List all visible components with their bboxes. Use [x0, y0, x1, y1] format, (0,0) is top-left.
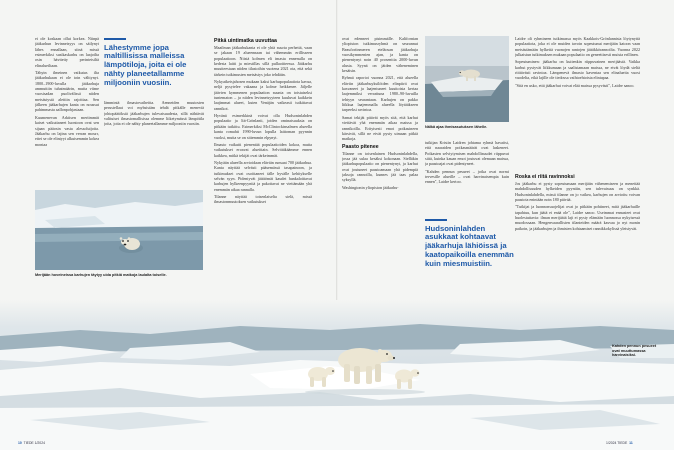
pull-quote-text: Lähestymme jopa maltillisissa malleissa lämpötiloja, joita ei ole nähty planeetallamme miljooniin vuosiin. [104, 42, 187, 88]
paragraph: "Kahden pennun pesueet – jotka ovat normi tervesille alueille – ovat harvinaisempia kuin ennen", Laidre kertoo. [425, 168, 509, 185]
paragraph: "Tutkijat ja luonnonsuojelijat ovat jo pitkään pohtineet, mitä jääkarhuille tapahtuu, kun jäätä ei enää ole", Laidre sanoo. Useimmat ennusteet ovat huolestuttavia: ilman merijäätä laji ei pysty elämään luonnossa nykyisessä muodossaan. Hengenvaarallisten tilanteiden määrä kasvaa jo nyt monin paikoin, ja jääkarhujen ja ihmisten kohtaamiset rannikkokylissä yleistyvät. [515, 204, 640, 231]
photo-bear-on-floe [425, 36, 509, 122]
footer-left [18, 441, 45, 445]
paragraph: Maailman jääkarhukanta ei ole yhtä suurta perhettä, vaan se jakaan 19 alueennaan tai vähemmän erillisseen populaatioon. Niistä kolmen eli imasta ennenulla on kedesta laitti ja miestillas sillä pullaoitteessa. Jääkarhu muutteestaan niiden tilastoihin vuotena 2021 ota, että sekä tärkein tutkimusten metsästys joko tehdään. [214, 45, 312, 77]
paragraph: Tähyin ilmeinen vaikutus ilta jääkarhukaan ei ole toin välttynyt. 1800–1900-luvulla jääkarhuja ammuttiin tuhatmäärin, mutta viime vuosisadan puolivälissä niiden metsästystä alettiin rajoittaa. Sen jälkeen jääkarhujen kanta on noussut pahimmasta aallonpohjastaan. [35, 70, 99, 113]
paragraph: Ilmasto vaikutti pienentää populaatioiden kokoa, mutta vaikutukset eroavat alueittain. Selvittäkäämme ennen kaikkea, mitkä tekijät ovat tärkeimmät. [214, 141, 312, 158]
paragraph: Hyvänä esimerkkinä voivat olla Hudsoninlahden populaatio ja Itä-Grönlanti, joiden ominaisuuksia on pitkään tutkittu. Esimerkiksi McClintockinsalmen alueella kanta romahti 1990-luvun lopulla laittoman pyynnin vuoksi, mutta se on sittemmin elpynyt. [214, 113, 312, 140]
pull-quote-rule [104, 38, 126, 40]
paragraph: "Sitä en usko, että jääkarhut voivat elää maissa pysyvästi", Laidre sanoo. [515, 82, 635, 88]
caption-bear-swimming: Merijään hoveineissa karhujen täytyy uida pitkiä matkoja laulalta toiselle. [35, 273, 167, 277]
text-column-6 [515, 36, 640, 170]
pull-quote-rule [425, 219, 447, 221]
pull-quote-text: Hudsoninlahden asukkaat kohtaavat jääkarhuja lähiöissä ja kaatopaikoilla enemmän kuin miesmuistiin. [425, 223, 514, 269]
paragraph: Kuumenevan Arktisen meriimmät kaiset vaikuttaneet luontoon ovat sen sijaan pääosin vasta alessoluijoita. Jääkarhu on lajina sen verran mourr, ettei se ole elintyyt alkuisemmin kokea montaa [35, 114, 99, 147]
text-column-2 [104, 100, 204, 186]
paragraph: Nykyaikeisjahosen mukaan kaksi karhupopulaatiota kavua, neljä pysytelee vakaana ja kolme heikkenee. Jäljelle jäävien kymmenen populaation suunta on toistaiseksi tuntematon – ja niiden levinneisyyteen kuuluvat kaikkein laajimmat alueet, kuten Venäjän vaikeasti tutkittavat rannikot. [214, 79, 312, 111]
page-number-right: 11 [629, 441, 633, 445]
text-column-5 [425, 140, 509, 218]
paragraph: tutkijan Kristin Laidren johtama ryhmä havaitsi, että naaraiden poikasmäärät ovat laskeneet. Poikasten selviytymisen mahdollisuudet riippuvat siitä, kuinka kauan emot joutuvat olemaan maissa, ja paastoajat ovat pidentyneet. [425, 140, 509, 167]
paragraph: Samat tekijät pitävät myös sitä, että karhut viettävät yhä enemmän aikaa maissa ja rannikoilla. Erityisesti emot poikasineen kärsivät, sillä ne eivät pysty uimaan pitkiä matkoja. [342, 114, 418, 142]
paragraph: Ryhmä raportoi vuonna 2021, että alueella eläviin jääkarhuyksilöiden elinpiirit ovat kasvaneet ja laajentuneet kuuttoista kertaa laajemmiksi verrattuna 1980–90-luvuilla tehtyyn seurantaan. Karhujen on pakko liikkua laajemmalla alueella löytääkseen tarpeeksi ravintoa. [342, 75, 418, 113]
pull-quote-right [425, 219, 516, 269]
bear-swimming-illustration [35, 190, 203, 270]
magazine-issue-left: TIEDE 1/2024 [23, 441, 45, 445]
bear-on-floe-illustration [425, 36, 509, 122]
pull-quote-left [104, 38, 204, 88]
photo-bear-family [0, 300, 674, 450]
caption-bear-family: Kahden pennun pesueet ovat muuttumassa harvinaisiksi. [612, 344, 657, 358]
paragraph: lämmintä ilmastovaiheitta. Aenneiden muutosten perustellaat voi mybsistäm tehdä pitkälle meneviä johtopäätöksiä jääkarhujen tulevaisuudesta, sillä nähtävät valituiset ilmastomallisissa olemme liiketymässä lämpötila joita, joita ei ole nähty planeetallamme miljooniin vuosiin. [104, 100, 204, 127]
paragraph: ei ole koskaan ollut korkea. Niinpä jääkarhun levinneisyys on säilynyt lähes ennallaan, siinä missä esimerkiksi susikaskarhu on laajoilta osin hävitetty perinteisiltä elinalueiltaan. [35, 36, 99, 68]
caption-bear-on-floe: Nälkä ajaa ihmisasutuksen lähelle. [425, 125, 488, 129]
paragraph: Jos jääkarhu ei pysty sopeutumaan merijään vähenemiseen ja menettää mahdollisuuden hylkeiden pyyntiin, sen tulevaisuus on synkkä. Hudsoninlahdella, missä tilanne on jo vaikea, karhujen on arvioitu voivan paastota enintään noin 180 päivää. [515, 181, 640, 203]
paragraph: Laidre oli ryhmineen tutkimassa myös Kaakkois-Grönlannista löytynyttä populaatiota, joka ei ole muiden tavoin sopeutunut merijään katoon vaan metsästämään hylkeitä vuonojen rantojen jäätikkörannoilta. Vuonna 2022 julkaistun tutkimuksen mukaan populaatio on geneettisesti muista erillinen. [515, 36, 640, 58]
bear-family-illustration [0, 300, 674, 450]
photo-bear-swimming [35, 190, 203, 270]
magazine-issue-right: 1/2024 TIEDE [606, 441, 628, 445]
paragraph: Washingtonin yliopiston jääkarhu- [342, 184, 399, 190]
paragraph: Tilanne näyttää toisenlaiselta sielä, missä ilmastonmuutoksen vaikutukset [214, 193, 312, 205]
subheading: Paasto pitenee [342, 143, 379, 150]
footer-right [606, 441, 633, 445]
paragraph: Sopeutuminen: jääkarhu on kuitenkin riippuvainen merijäästä. Vaikka karhut pystyvät liikkumaan ja saalistamaan maissa, ne eivät löydä sieltä riittävästi ravintoa. Lämpenevä ilmasto kaventaa sen elinalueita vuosi vuodelta, eikä lajille ole tiedossa vaihtoehtoista elintapaa. [515, 59, 640, 81]
page-number-left: 10 [18, 441, 22, 445]
subheading: Roska ei riitä ravinnoksi [515, 174, 575, 180]
paragraph: ovat edenneet pisimmälle. Kalifornian yliopiston tutkimusryhmä on seurannut Beaufortinmeren eteläosan jääkarhuja vuosikymmenien ajan, ja kanta on pienentynyt noin 40 prosenttia 2000-luvun alusta. Syynä on jäiden väheneminen kesäisin. [342, 36, 418, 74]
paragraph: Nykyään alueella arvioidaan eläviän runsaat 700 jääkarhua. Kanta näyttää selvästi pääsemässä tasapainoon, ja tutkimukset ovat osoittaneet tälle hyvälle kehitykselle selvän syyn. Pidentyvät jäättömät kaudet hankaloittavat karhujen hylkeenpyyntiä ja pakottavat ne viettämään yhä enemmän aikaa rannalla. [214, 159, 312, 192]
paragraph: Tilanne on toisenlainen Hudsoninlahdella, jossa jää sulaa kesäksi kokonaan. Sielläkin jääkarhupopulaatio on pienentynyt, ja karhut ovat joutuneet paastoamaan yhä pidempiä jaksoja rannoilla, kunnes jää taas palaa syksyllä. [342, 150, 418, 183]
text-column-1 [35, 36, 99, 186]
text-column-3 [214, 36, 312, 296]
text-column-7 [515, 172, 640, 300]
text-column-4 [342, 36, 418, 298]
subheading: Pitkä uintimatka uuvuttaa [214, 38, 277, 44]
